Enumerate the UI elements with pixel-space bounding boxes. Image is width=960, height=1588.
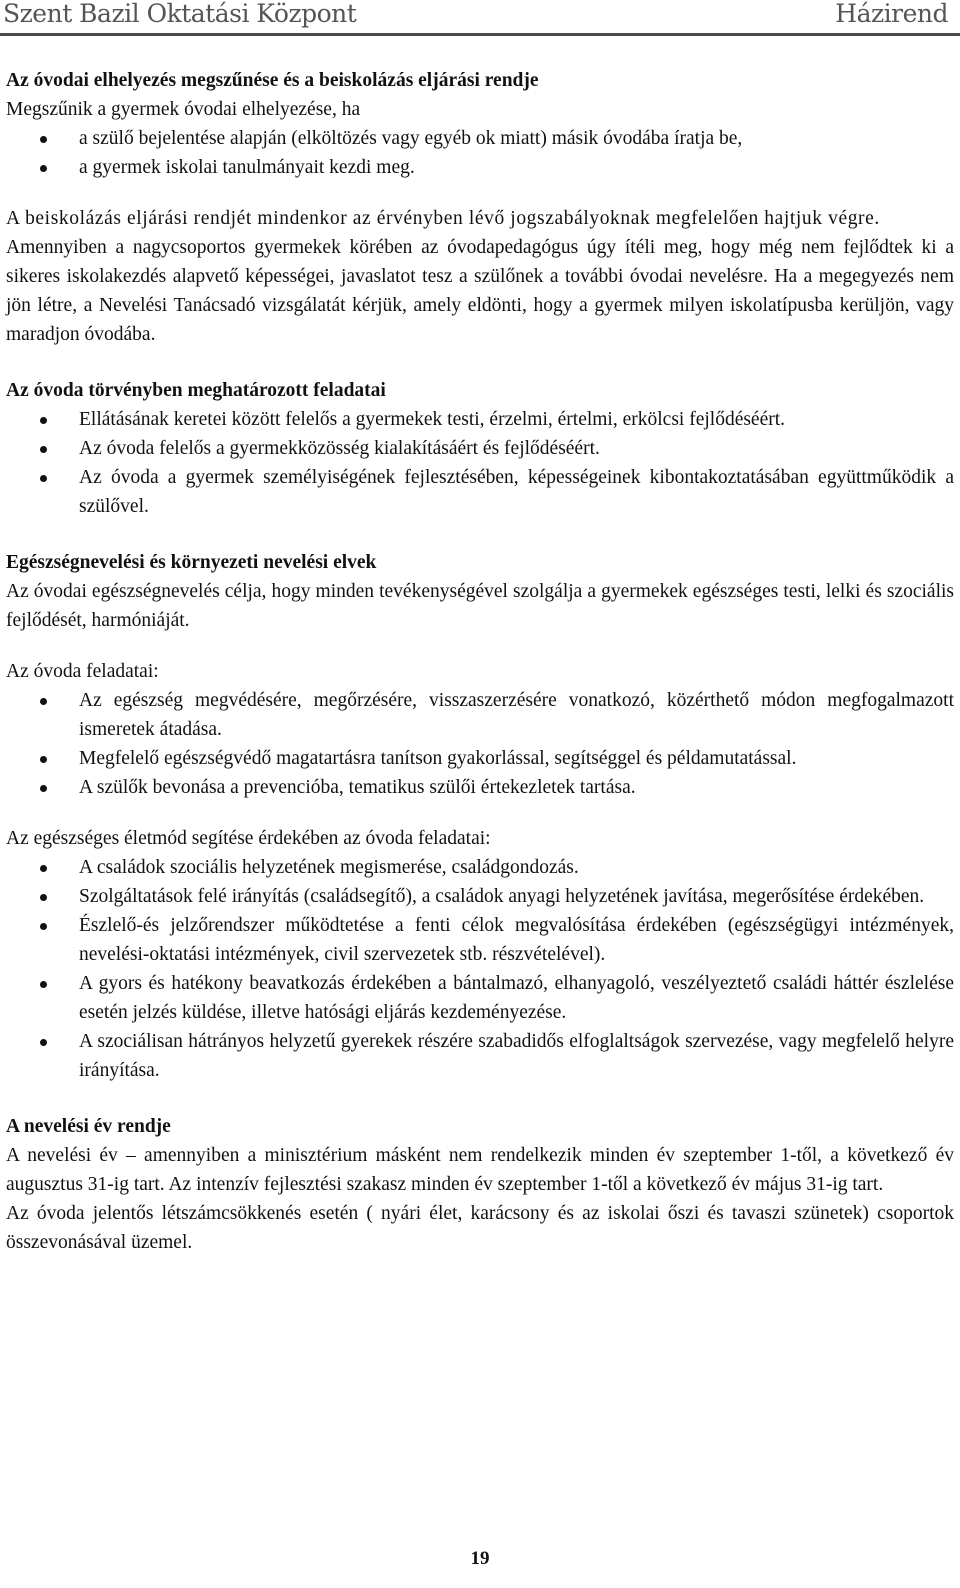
kindergarten-tasks-list: [6, 686, 954, 802]
list-item: Megfelelő egészségvédő magatartásra tanítson gyakorlással, segítséggel és példamutatással.: [6, 744, 954, 773]
page-content: [6, 66, 954, 1257]
list-item: a gyermek iskolai tanulmányait kezdi meg.: [6, 153, 954, 182]
list-item: Az óvoda a gyermek személyiségének fejlesztésében, képességeinek kibontakoztatásában együttműködik a szülővel.: [6, 463, 954, 521]
section-title-legal-tasks: Az óvoda törvényben meghatározott feladatai: [6, 380, 386, 401]
enrollment-paragraph-1: A beiskolázás eljárási rendjét mindenkor az érvényben lévő jogszabályoknak megfelelően hajtjuk végre.: [6, 208, 880, 229]
educational-year-paragraph-1: A nevelési év – amennyiben a minisztérium másként nem rendelkezik minden év szeptember 1-től, a következő év augusztus 31-ig tart. Az intenzív fejlesztési szakasz minden év szeptember 1-től a következő év május 31-ig tart.: [6, 1145, 954, 1195]
header-document-title: Házirend: [835, 0, 948, 28]
page-number: 19: [470, 1548, 490, 1569]
enrollment-intro: Megszűnik a gyermek óvodai elhelyezése, ha: [6, 99, 361, 120]
header-institution-name: Szent Bazil Oktatási Központ: [3, 0, 357, 28]
list-item: A családok szociális helyzetének megismerése, családgondozás.: [6, 853, 954, 882]
page-header: [0, 0, 960, 36]
list-item: Ellátásának keretei között felelős a gyermekek testi, érzelmi, értelmi, erkölcsi fejlődéséért.: [6, 405, 954, 434]
legal-tasks-list: [6, 405, 954, 521]
enrollment-paragraph-2: Amennyiben a nagycsoportos gyermekek körében az óvodapedagógus úgy ítéli meg, hogy még nem fejlődtek ki a sikeres iskolakezdés alapvető képességei, javaslatot tesz a szülőnek a további óvodai nevelésre. Ha a megegyezés nem jön létre, a Nevelési Tanácsadó vizsgálatát kérjük, amely eldönti, hogy a gyermek milyen iskolatípusba kerüljön, vagy maradjon óvodába.: [6, 237, 954, 345]
healthy-lifestyle-list: [6, 853, 954, 1085]
section-title-health-education: Egészségnevelési és környezeti nevelési elvek: [6, 552, 377, 573]
list-item: A gyors és hatékony beavatkozás érdekében a bántalmazó, elhanyagoló, veszélyeztető családi háttér észlelése esetén jelzés küldése, illetve hatósági eljárás kezdeményezése.: [6, 969, 954, 1027]
kindergarten-tasks-label: Az óvoda feladatai:: [6, 661, 159, 682]
section-title-educational-year: A nevelési év rendje: [6, 1116, 171, 1137]
healthy-lifestyle-label: Az egészséges életmód segítése érdekében az óvoda feladatai:: [6, 828, 491, 849]
section-title-enrollment: Az óvodai elhelyezés megszűnése és a beiskolázás eljárási rendje: [6, 70, 539, 91]
health-education-paragraph: Az óvodai egészségnevelés célja, hogy minden tevékenységével szolgálja a gyermekek egészséges testi, lelki és szociális fejlődését, harmóniáját.: [6, 581, 954, 631]
list-item: Észlelő-és jelzőrendszer működtetése a fenti célok megvalósítása érdekében (egészségügyi intézmények, nevelési-oktatási intézmények, civil szervezetek stb. részvételével).: [6, 911, 954, 969]
list-item: Az egészség megvédésére, megőrzésére, visszaszerzésére vonatkozó, közérthető módon megfogalmazott ismeretek átadása.: [6, 686, 954, 744]
list-item: A szociálisan hátrányos helyzetű gyerekek részére szabadidős elfoglaltságok szervezése, vagy megfelelő helyre irányítása.: [6, 1027, 954, 1085]
list-item: Az óvoda felelős a gyermekközösség kialakításáért és fejlődéséért.: [6, 434, 954, 463]
educational-year-paragraph-2: Az óvoda jelentős létszámcsökkenés esetén ( nyári élet, karácsony és az iskolai őszi és tavaszi szünetek) csoportok összevonásával üzemel.: [6, 1203, 954, 1253]
list-item: A szülők bevonása a prevencióba, tematikus szülői értekezletek tartása.: [6, 773, 954, 802]
list-item: a szülő bejelentése alapján (elköltözés vagy egyéb ok miatt) másik óvodába íratja be,: [6, 124, 954, 153]
enrollment-end-list: [6, 124, 954, 182]
list-item: Szolgáltatások felé irányítás (családsegítő), a családok anyagi helyzetének javítása, megerősítése érdekében.: [6, 882, 954, 911]
